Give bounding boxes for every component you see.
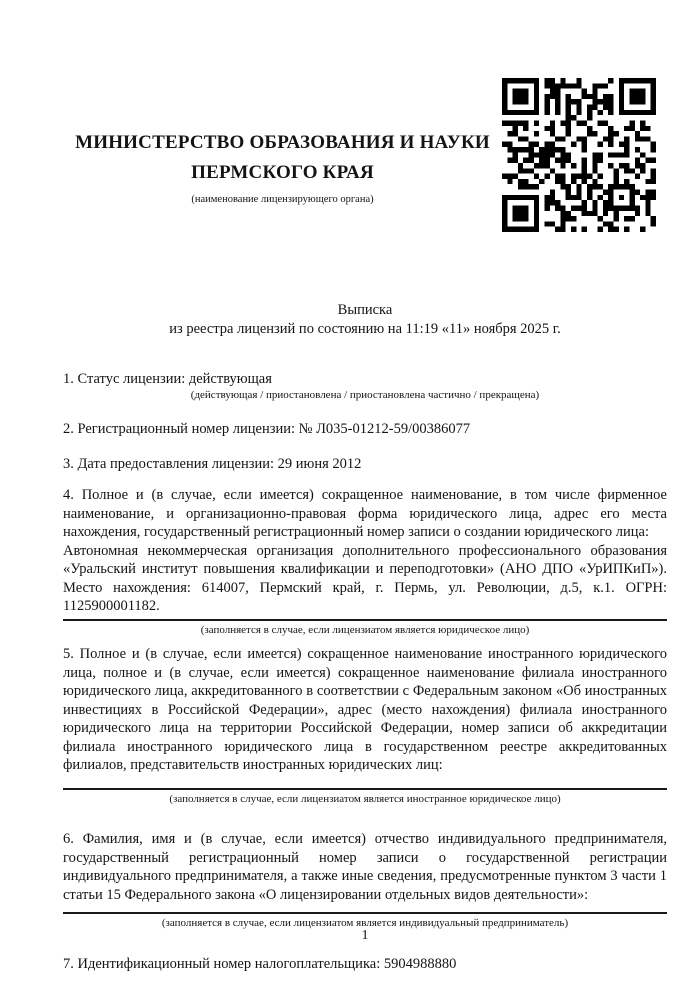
qr-code (502, 78, 656, 232)
license-status-options-caption: (действующая / приостановлена / приостановлена частично / прекращена) (190, 388, 540, 401)
individual-caption: (заполняется в случае, если лицензиатом является индивидуальный предприниматель) (161, 917, 569, 929)
ministry-name-line2: ПЕРМСКОГО КРАЯ (191, 162, 374, 183)
document-title (63, 301, 667, 339)
ministry-name-line1: МИНИСТЕРСТВО ОБРАЗОВАНИЯ И НАУКИ (75, 132, 490, 153)
licensing-authority-caption: (наименование лицензирующего органа) (191, 194, 374, 205)
item-registration-number: 2. Регистрационный номер лицензии: № Л035-01212-59/00386077 (63, 421, 471, 437)
document-body (63, 370, 667, 973)
document-title-line1: Выписка (337, 302, 393, 318)
foreign-entity-caption: (заполняется в случае, если лицензиатом является иностранное юридическое лицо) (169, 792, 561, 805)
document-header (63, 0, 667, 232)
individual-question: 6. Фамилия, имя и (в случае, если имеется) отчество индивидуального предпринимателя, государственный регистрационный номер записи о государственной регистрации индивидуального предпринимателя, а также иные сведения, предусмотренные пунктом 3 части 1 статьи 15 Федерального закона «О лицензировании отдельных видов деятельности»: (63, 831, 667, 903)
foreign-entity-question: 5. Полное и (в случае, если имеется) сокращенное наименование иностранного юридического лица, полное и (в случае, если имеется) сокращенное наименование филиала иностранного юридического лица, аккредитованного в соответствии с Федеральным законом «Об иностранных инвестициях в Российской Федерации», адрес (место нахождения) филиала иностранного юридического лица на территории Российской Федерации, номер записи об аккредитации филиала иностранного юридического лица в государственном реестре аккредитованных филиалов, представительств иностранных юридических лиц: (63, 646, 667, 773)
item-license-status (63, 370, 667, 402)
fill-in-line (63, 912, 667, 914)
qr-code-image (502, 78, 656, 232)
license-status-text: 1. Статус лицензии: действующая (63, 371, 272, 387)
item-legal-entity (63, 486, 667, 637)
fill-in-line (63, 788, 667, 790)
individual-value (63, 904, 667, 909)
item-grant-date: 3. Дата предоставления лицензии: 29 июня 2012 (63, 455, 362, 472)
fill-in-line (63, 619, 667, 621)
item-taxpayer-number: 7. Идентификационный номер налогоплательщика: 5904988880 (63, 955, 457, 972)
foreign-entity-value (63, 775, 667, 785)
licensing-authority-block (63, 78, 502, 206)
legal-entity-question: 4. Полное и (в случае, если имеется) сокращенное наименование, в том числе фирменное наименование, и организационно-правовая форма юридического лица, адрес его места нахождения, государственный регистрационный номер записи о создании юридического лица: (63, 487, 667, 540)
legal-entity-value: Автономная некоммерческая организация дополнительного профессионального образования «Уральский институт повышения квалификации и переподготовки» (АНО ДПО «УрИПКиП»). Место нахождения: 614007, Пермский край, г. Пермь, ул. Революции, д.5, к.1. ОГРН: 1125900001182. (63, 542, 667, 614)
item-foreign-entity (63, 645, 667, 806)
legal-entity-caption: (заполняется в случае, если лицензиатом является юридическое лицо) (200, 623, 530, 636)
page-number: 1 (361, 928, 369, 943)
document-title-line2: из реестра лицензий по состоянию на 11:19 «11» ноября 2025 г. (169, 321, 561, 337)
item-individual-entrepreneur (63, 830, 667, 931)
